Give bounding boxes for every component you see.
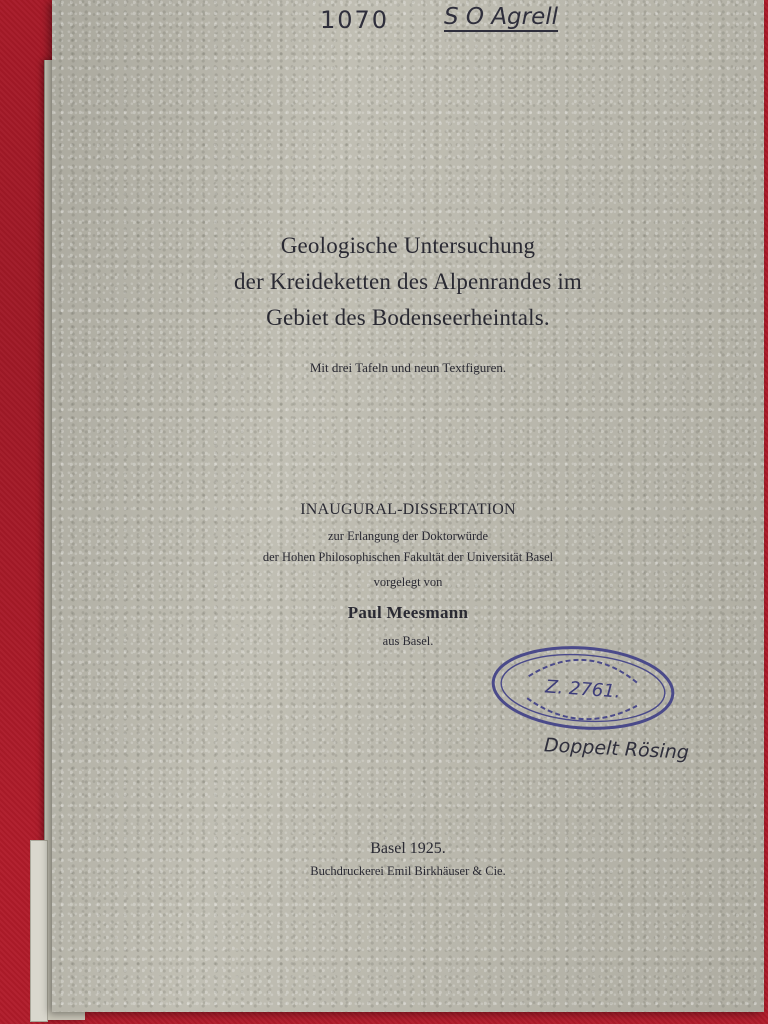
imprint-printer: Buchdruckerei Emil Birkhäuser & Cie. <box>310 864 506 878</box>
title-page <box>52 0 764 1012</box>
handwritten-shelf-number: 1070 <box>320 6 390 34</box>
dissertation-line-2: der Hohen Philosophischen Fakultät der Universität Basel <box>262 550 554 564</box>
imprint-place-year: Basel 1925. <box>370 840 446 857</box>
binding-tape <box>30 840 48 1022</box>
author-name: Paul Meesmann <box>347 603 469 622</box>
author-origin: aus Basel. <box>382 634 434 648</box>
handwritten-bottom-note: Doppelt Rösing <box>543 734 690 764</box>
stamp-oval-icon <box>488 640 678 736</box>
title-line-1: Geologische Untersuchung <box>280 233 536 258</box>
dissertation-line-3: vorgelegt von <box>373 575 443 589</box>
dissertation-heading: INAUGURAL-DISSERTATION <box>300 501 516 518</box>
dissertation-line-1: zur Erlangung der Doktorwürde <box>327 529 489 543</box>
institute-stamp <box>488 640 678 736</box>
subtitle: Mit drei Tafeln und neun Textfiguren. <box>309 360 507 375</box>
handwritten-owner-note: S O Agrell <box>444 4 559 30</box>
stamp-number: Z. 2761. <box>544 676 622 703</box>
title-line-2: der Kreideketten des Alpenrandes im <box>233 269 583 294</box>
title-line-3: Gebiet des Bodenseerheintals. <box>266 305 550 330</box>
